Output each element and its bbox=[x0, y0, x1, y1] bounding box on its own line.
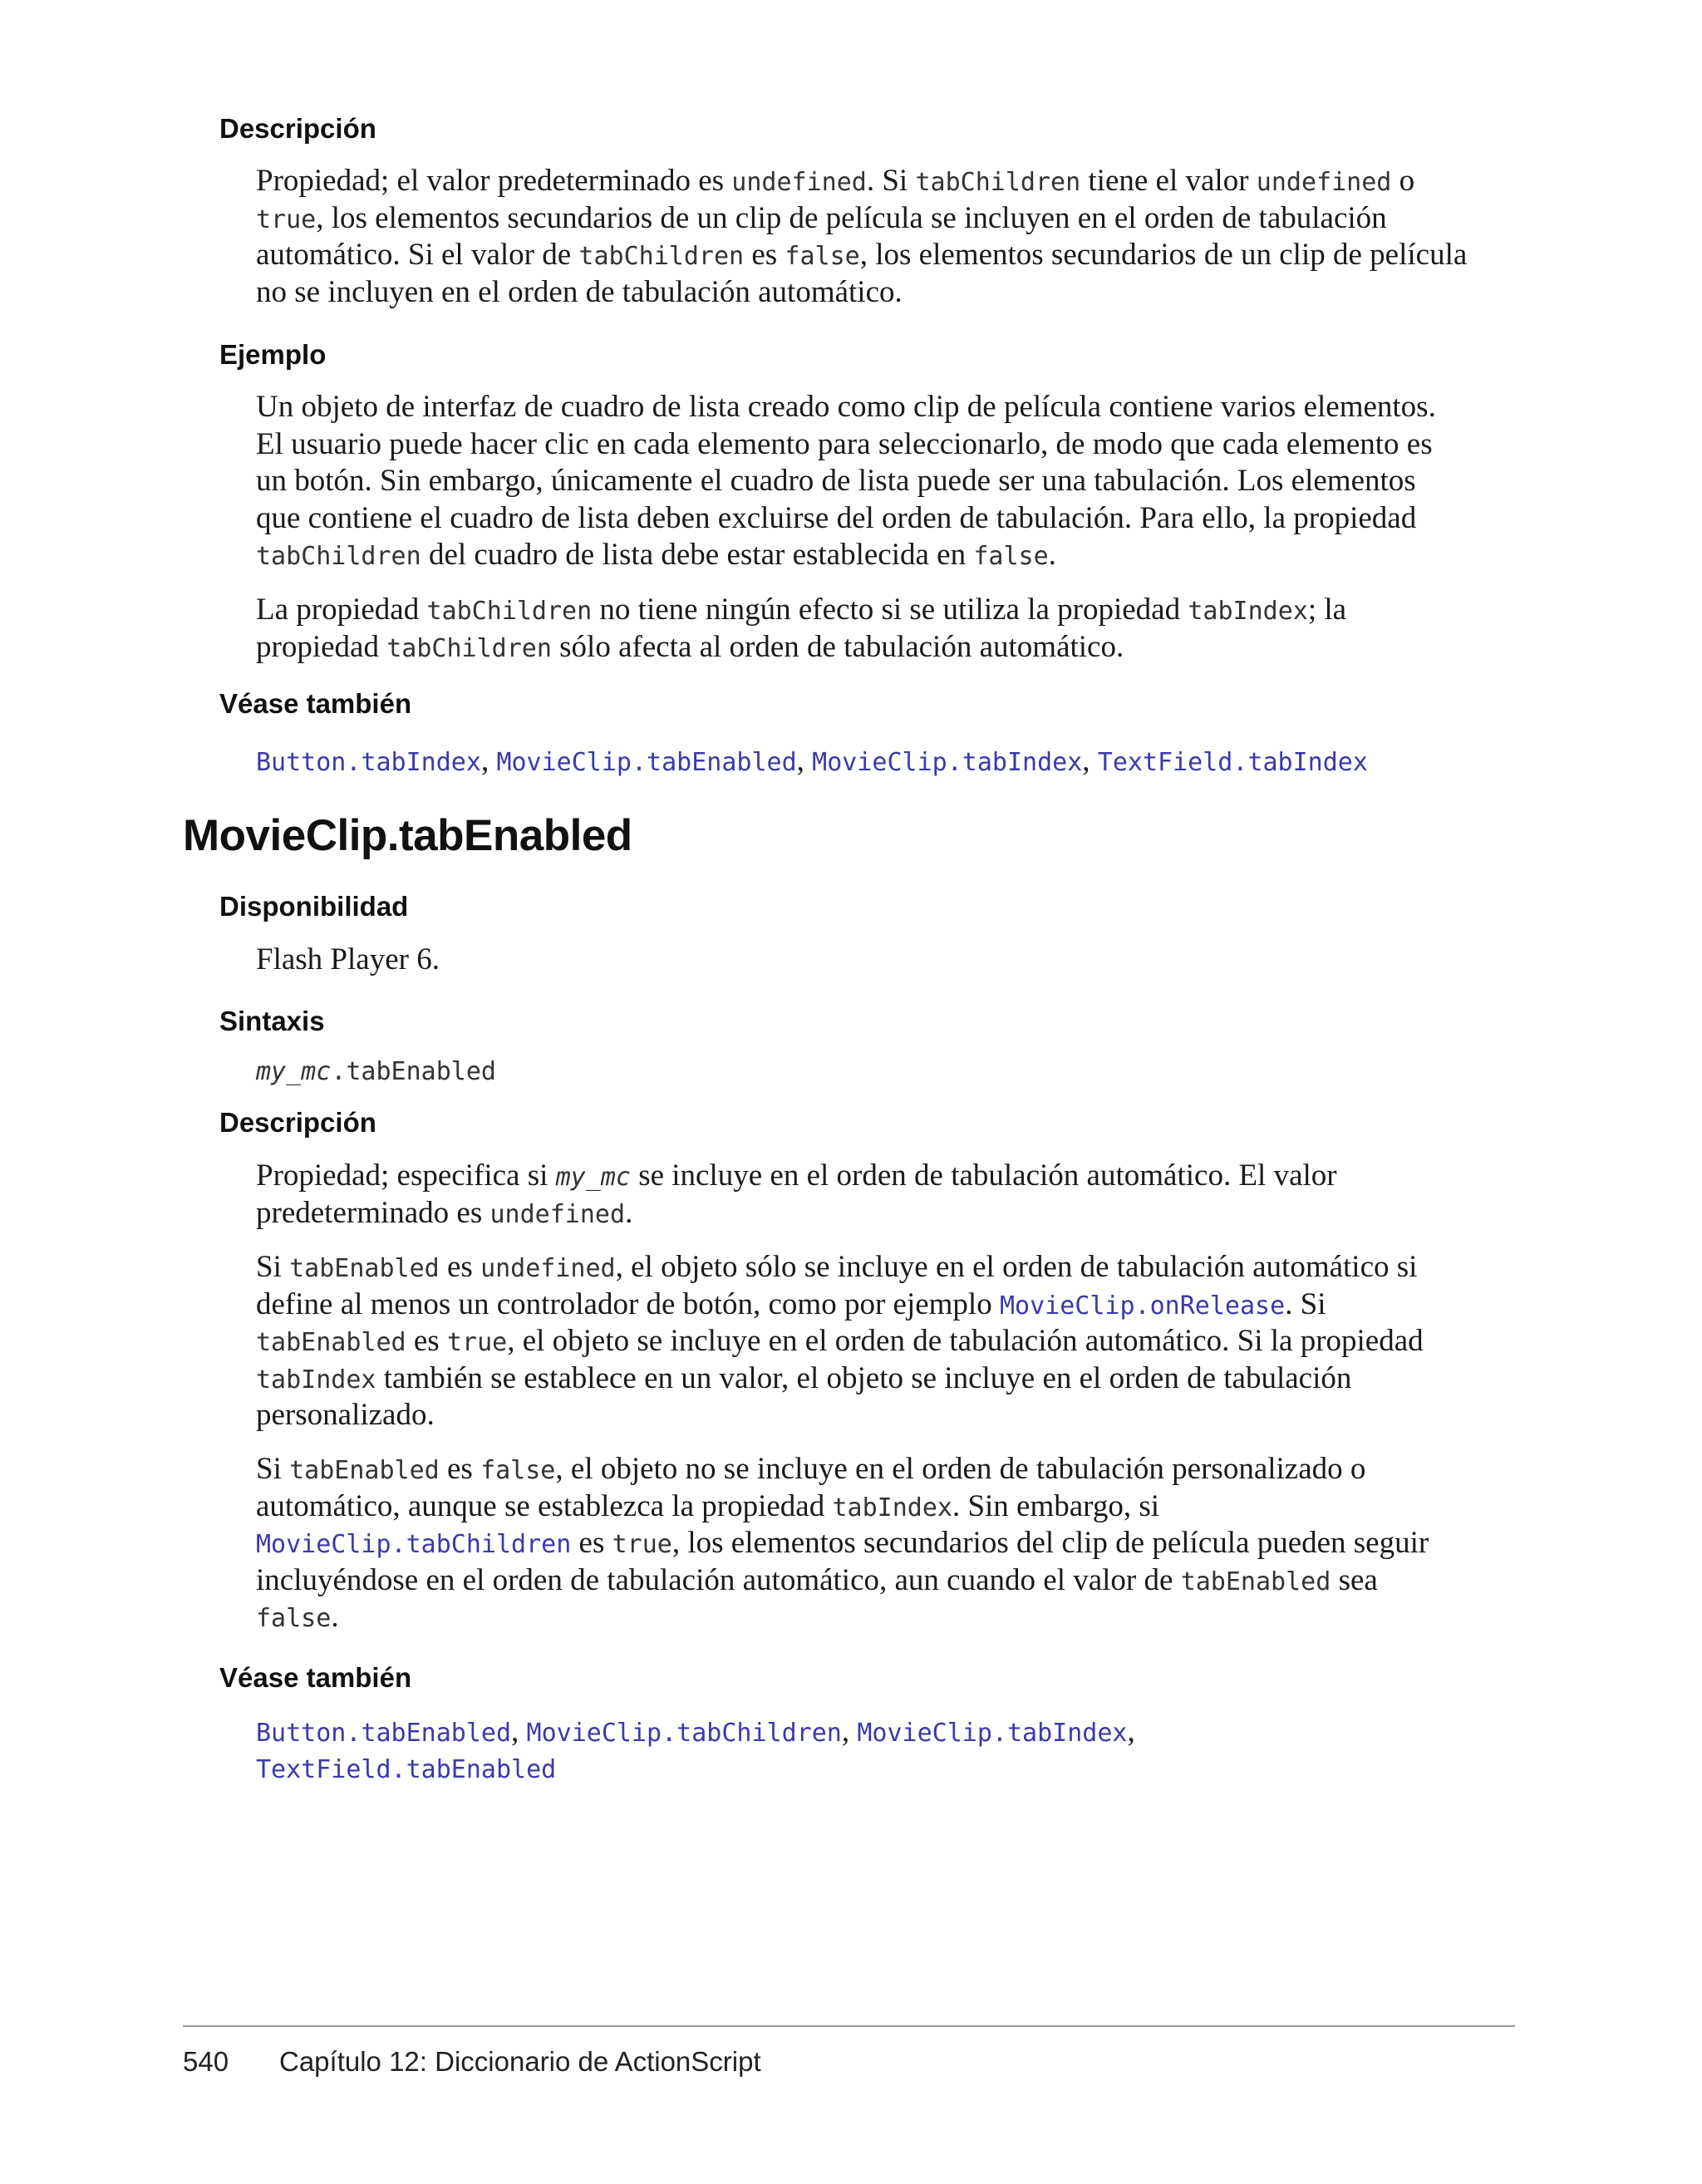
text-run: es bbox=[439, 1250, 481, 1284]
text-run: , el objeto no se incluye en el orden de tabulación personalizado o bbox=[555, 1452, 1366, 1486]
link-movieclip-onrelease[interactable]: MovieClip.onRelease bbox=[999, 1291, 1286, 1321]
paragraph-desc-1 bbox=[256, 1158, 1519, 1232]
code-false: false bbox=[480, 1456, 556, 1485]
separator: , bbox=[841, 1714, 858, 1749]
text-run: predeterminado es bbox=[256, 1195, 490, 1230]
code-tabchildren: tabChildren bbox=[578, 242, 745, 271]
text-line: personalizado. bbox=[256, 1398, 435, 1432]
text-run: se incluye en el orden de tabulación automático. El valor bbox=[630, 1158, 1337, 1193]
text-run: Propiedad; especifica si bbox=[256, 1158, 556, 1193]
code-false: false bbox=[785, 242, 860, 271]
code-undefined: undefined bbox=[480, 1254, 616, 1283]
text-run: Si bbox=[256, 1452, 290, 1486]
entry-title: MovieClip.tabEnabled bbox=[183, 811, 632, 860]
availability-text bbox=[256, 942, 1519, 979]
code-undefined: undefined bbox=[489, 1199, 626, 1229]
text-run: es bbox=[744, 238, 785, 272]
code-tabenabled: tabEnabled bbox=[256, 1328, 406, 1357]
text-line: Flash Player 6. bbox=[256, 942, 440, 976]
text-run: define al menos un controlador de botón, como por ejemplo bbox=[256, 1286, 1000, 1321]
code-tabchildren: tabChildren bbox=[426, 597, 593, 626]
text-line: que contiene el cuadro de lista deben excluirse del orden de tabulación. Para ello, la propiedad bbox=[256, 500, 1417, 535]
code-tabchildren: tabChildren bbox=[386, 633, 552, 663]
text-run: ; la bbox=[1307, 593, 1347, 627]
link-movieclip-tabchildren[interactable]: MovieClip.tabChildren bbox=[256, 1530, 572, 1559]
paragraph-desc-3 bbox=[256, 1451, 1519, 1636]
code-tabindex: tabIndex bbox=[1188, 597, 1308, 626]
code-false: false bbox=[973, 542, 1049, 571]
text-run: también se establece en un valor, el objeto se incluye en el orden de tabulación bbox=[376, 1360, 1352, 1395]
code-tabenabled: tabEnabled bbox=[1180, 1567, 1331, 1596]
section-heading-disponibilidad: Disponibilidad bbox=[219, 891, 409, 922]
text-run: Propiedad; el valor predeterminado es bbox=[256, 164, 732, 198]
text-run: es bbox=[406, 1324, 447, 1358]
footer-rule bbox=[183, 2025, 1515, 2027]
text-run: , el objeto se incluye en el orden de tabulación automático. Si la propiedad bbox=[507, 1324, 1424, 1358]
code-tabindex: tabIndex bbox=[832, 1493, 952, 1522]
text-run: . bbox=[331, 1600, 339, 1634]
syntax-code bbox=[256, 1052, 1519, 1090]
link-movieclip-tabindex[interactable]: MovieClip.tabIndex bbox=[857, 1719, 1128, 1748]
link-textfield-tabenabled[interactable]: TextField.tabEnabled bbox=[256, 1755, 557, 1784]
separator: , bbox=[796, 744, 813, 778]
code-tabindex: tabIndex bbox=[256, 1365, 376, 1395]
see-also-links-entry bbox=[256, 1714, 1135, 1749]
text-run: propiedad bbox=[256, 629, 387, 664]
text-run: , los elementos secundarios del clip de película pueden seguir bbox=[671, 1526, 1429, 1560]
text-run: . Si bbox=[1285, 1286, 1326, 1321]
code-true: true bbox=[446, 1328, 508, 1357]
text-run: automático, aunque se establezca la propiedad bbox=[256, 1488, 833, 1523]
text-run: La propiedad bbox=[256, 593, 427, 627]
code-false: false bbox=[256, 1604, 332, 1633]
code-undefined: undefined bbox=[1256, 168, 1392, 197]
code-true: true bbox=[256, 204, 317, 234]
text-line: no se incluyen en el orden de tabulación automático. bbox=[256, 274, 903, 309]
text-line: El usuario puede hacer clic en cada elemento para seleccionarlo, de modo que cada elemento es bbox=[256, 426, 1433, 461]
link-movieclip-tabindex[interactable]: MovieClip.tabIndex bbox=[812, 748, 1083, 777]
section-heading-descripcion: Descripción bbox=[219, 113, 376, 144]
link-button-tabenabled[interactable]: Button.tabEnabled bbox=[256, 1719, 512, 1748]
text-run: incluyéndose en el orden de tabulación automático, aun cuando el valor de bbox=[256, 1562, 1181, 1597]
paragraph-desc-2 bbox=[256, 1249, 1519, 1434]
chapter-title: Capítulo 12: Diccionario de ActionScript bbox=[279, 2046, 761, 2077]
code-tabchildren: tabChildren bbox=[915, 168, 1081, 197]
code-tabchildren: tabChildren bbox=[256, 542, 421, 571]
code-tabenabled: tabEnabled bbox=[289, 1456, 440, 1485]
text-run: tiene el valor bbox=[1080, 164, 1257, 198]
link-movieclip-tabchildren[interactable]: MovieClip.tabChildren bbox=[526, 1719, 842, 1748]
text-run: o bbox=[1391, 164, 1415, 198]
text-run: no tiene ningún efecto si se utiliza la propiedad bbox=[592, 593, 1188, 627]
separator: , bbox=[1127, 1714, 1135, 1749]
paragraph-example bbox=[256, 389, 1519, 574]
text-run: Si bbox=[256, 1250, 290, 1284]
text-run: , los elementos secundarios de un clip de película bbox=[859, 238, 1468, 272]
link-button-tabindex[interactable]: Button.tabIndex bbox=[256, 748, 481, 777]
text-run: sólo afecta al orden de tabulación automático. bbox=[551, 629, 1124, 664]
text-run: . bbox=[625, 1195, 633, 1230]
paragraph-example-note bbox=[256, 592, 1519, 666]
text-run: . Si bbox=[866, 164, 916, 198]
code-my-mc: my_mc bbox=[256, 1057, 332, 1086]
code-true: true bbox=[612, 1530, 672, 1559]
section-heading-vease-tambien-entry: Véase también bbox=[219, 1662, 412, 1693]
text-run: sea bbox=[1331, 1562, 1378, 1597]
see-also-links bbox=[256, 743, 1368, 779]
code-my-mc: my_mc bbox=[555, 1163, 631, 1192]
text-line: un botón. Sin embargo, únicamente el cuadro de lista puede ser una tabulación. Los elementos bbox=[256, 464, 1416, 498]
separator: , bbox=[480, 744, 497, 778]
text-run: automático. Si el valor de bbox=[256, 238, 579, 272]
text-run: es bbox=[571, 1526, 612, 1560]
separator: , bbox=[511, 1714, 527, 1749]
link-textfield-tabindex[interactable]: TextField.tabIndex bbox=[1097, 748, 1368, 777]
section-heading-descripcion-entry: Descripción bbox=[219, 1107, 376, 1138]
see-also-links-entry-line2 bbox=[256, 1750, 556, 1786]
section-heading-ejemplo: Ejemplo bbox=[219, 339, 327, 370]
text-run: es bbox=[439, 1452, 481, 1486]
paragraph-tabchildren-description bbox=[256, 163, 1519, 311]
text-run: , el objeto sólo se incluye en el orden de tabulación automático si bbox=[615, 1250, 1418, 1284]
page-number: 540 bbox=[183, 2046, 229, 2077]
separator: , bbox=[1082, 744, 1098, 778]
link-movieclip-tabenabled[interactable]: MovieClip.tabEnabled bbox=[496, 748, 797, 777]
text-run: del cuadro de lista debe estar establecida en bbox=[421, 538, 974, 572]
text-line: Un objeto de interfaz de cuadro de lista creado como clip de película contiene varios elementos. bbox=[256, 390, 1436, 424]
section-heading-vease-tambien: Véase también bbox=[219, 688, 412, 719]
text-run: , los elementos secundarios de un clip de película se incluyen en el orden de tabulación bbox=[316, 200, 1387, 235]
section-heading-sintaxis: Sintaxis bbox=[219, 1006, 325, 1036]
code-tabenabled: .tabEnabled bbox=[331, 1057, 496, 1086]
code-undefined: undefined bbox=[731, 168, 867, 197]
text-run: . Sin embargo, si bbox=[952, 1488, 1160, 1523]
code-tabenabled: tabEnabled bbox=[289, 1254, 440, 1283]
text-run: . bbox=[1048, 538, 1056, 572]
